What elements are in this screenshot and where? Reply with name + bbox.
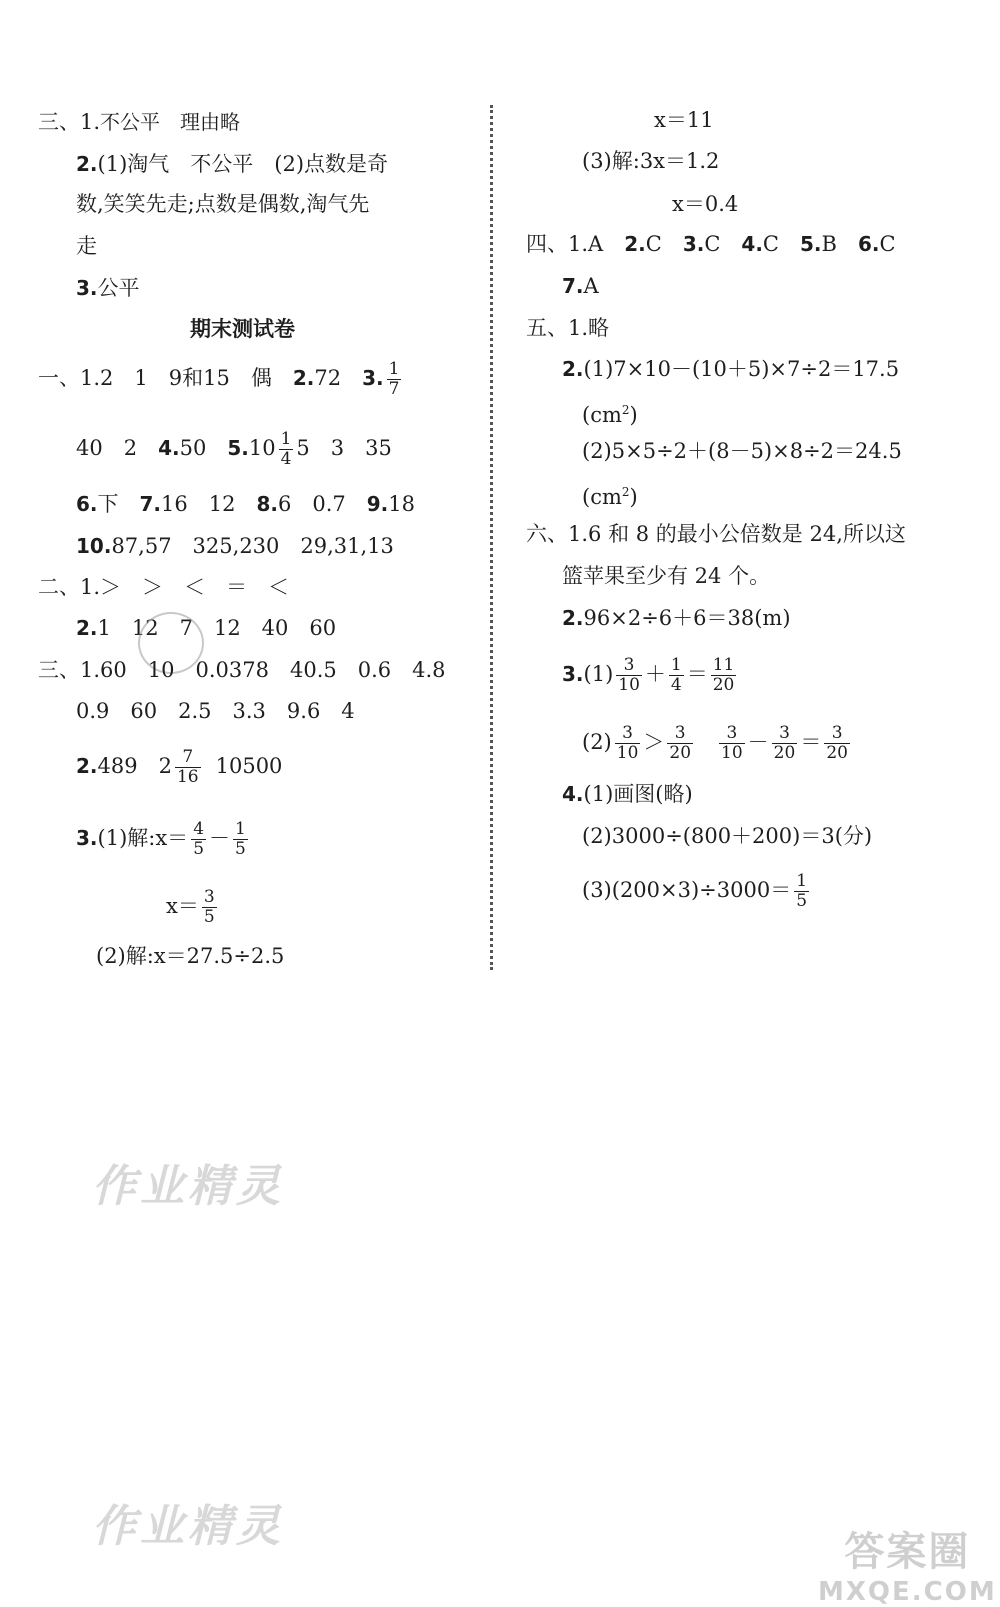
fraction: $\frac{3}{20}$ <box>669 723 692 763</box>
right-line-9: (2)5×5÷2＋(8－5)×8÷2＝24.5 <box>582 439 902 463</box>
right-line-1: x＝11 <box>654 108 714 132</box>
right-line-11: 六、1.6 和 8 的最小公倍数是 24,所以这 <box>526 522 906 546</box>
left-line-10: 二、1.＞ ＞ ＜ ＝ ＜ <box>38 575 290 599</box>
right-line-4: 四、1.A 2.C 3.C 4.C 5.B 6.C <box>526 232 896 256</box>
left-line-14: 2.489 2 $\frac{7}{16}$ 10500 <box>76 747 283 787</box>
column-divider <box>490 105 493 970</box>
fraction: $\frac{3}{10}$ <box>618 655 640 695</box>
right-line-2: (3)解:3x＝1.2 <box>582 149 720 173</box>
right-line-7: 2.(1)7×10－(10＋5)×7÷2＝17.5 <box>562 357 900 381</box>
fraction: $\frac{1}{7}$ <box>388 359 400 399</box>
fraction: $\frac{3}{20}$ <box>826 723 848 763</box>
right-line-12: 篮苹果至少有 24 个。 <box>562 564 771 588</box>
right-line-5: 7.A <box>562 274 599 298</box>
left-line-12: 三、1.60 10 0.0378 40.5 0.6 4.8 <box>38 658 446 682</box>
right-line-18: (3)(200×3)÷3000＝ $\frac{1}{5}$ <box>582 871 808 911</box>
left-line-1: 三、1.不公平 理由略 <box>38 110 241 134</box>
fraction: $\frac{3}{10}$ <box>721 723 743 763</box>
right-line-14: 3.(1) $\frac{3}{10}$ ＋ $\frac{1}{4}$ ＝ $\frac{11}{20}$ <box>562 655 735 695</box>
right-line-3: x＝0.4 <box>672 192 739 216</box>
item-text: 不公平 理由略 <box>100 110 241 134</box>
left-line-5: 3.公平 <box>76 276 140 300</box>
fraction: $\frac{1}{5}$ <box>796 871 808 911</box>
fraction: $\frac{11}{20}$ <box>712 655 735 695</box>
logo-line-1: 答案圈 <box>844 1529 971 1575</box>
left-line-16: x＝ $\frac{3}{5}$ <box>166 887 215 927</box>
section-heading: 期末测试卷 <box>190 317 295 341</box>
fraction: $\frac{4}{5}$ <box>193 819 205 859</box>
right-line-10: $(cm^2)$ <box>582 485 638 509</box>
right-line-17: (2)3000÷(800＋200)＝3(分) <box>582 824 873 848</box>
left-line-6: 一、1.2 1 9和15 偶 2.72 3. $\frac{1}{7}$ <box>38 359 400 399</box>
left-line-2: 2.(1)淘气 不公平 (2)点数是奇 <box>76 152 389 176</box>
left-line-13: 0.9 60 2.5 3.3 9.6 4 <box>76 699 355 723</box>
right-line-13: 2.96×2÷6＋6＝38(m) <box>562 606 791 630</box>
logo-line-2: MXQE.COM <box>818 1577 997 1607</box>
fraction: $\frac{1}{4}$ <box>670 655 682 695</box>
left-line-3: 数,笑笑先走;点数是偶数,淘气先 <box>76 192 370 216</box>
left-line-15: 3.(1)解:x＝ $\frac{4}{5}$ － $\frac{1}{5}$ <box>76 819 246 859</box>
right-line-8: $(cm^2)$ <box>582 403 638 427</box>
fraction: $\frac{3}{5}$ <box>203 887 215 927</box>
watermark-bottom: 作业精灵 <box>92 1501 284 1552</box>
left-line-11: 2.1 12 7 12 40 60 <box>76 616 337 640</box>
fraction: $\frac{7}{16}$ <box>176 747 199 787</box>
left-line-4: 走 <box>76 234 97 258</box>
right-line-6: 五、1.略 <box>526 316 610 340</box>
fraction: $\frac{1}{4}$ <box>280 429 292 469</box>
right-line-15: (2) $\frac{3}{10}$ ＞ $\frac{3}{20}$ $\frac{3}{10}$ － $\frac{3}{20}$ ＝ $\frac{3}{20}$ <box>582 723 848 763</box>
fraction: $\frac{1}{5}$ <box>235 819 246 859</box>
left-line-7: 40 2 4.50 5.10 $\frac{1}{4}$ 5 3 35 <box>76 429 392 469</box>
right-line-16: 4.(1)画图(略) <box>562 782 693 806</box>
left-line-8: 6.下 7.16 12 8.6 0.7 9.18 <box>76 492 416 516</box>
left-line-17: (2)解:x＝27.5÷2.5 <box>96 944 285 968</box>
left-line-9: 10.87,57 325,230 29,31,13 <box>76 534 394 558</box>
watermark-top: 作业精灵 <box>92 1161 284 1212</box>
fraction: $\frac{3}{10}$ <box>616 723 639 763</box>
site-logo <box>818 1520 997 1607</box>
fraction: $\frac{3}{20}$ <box>773 723 796 763</box>
